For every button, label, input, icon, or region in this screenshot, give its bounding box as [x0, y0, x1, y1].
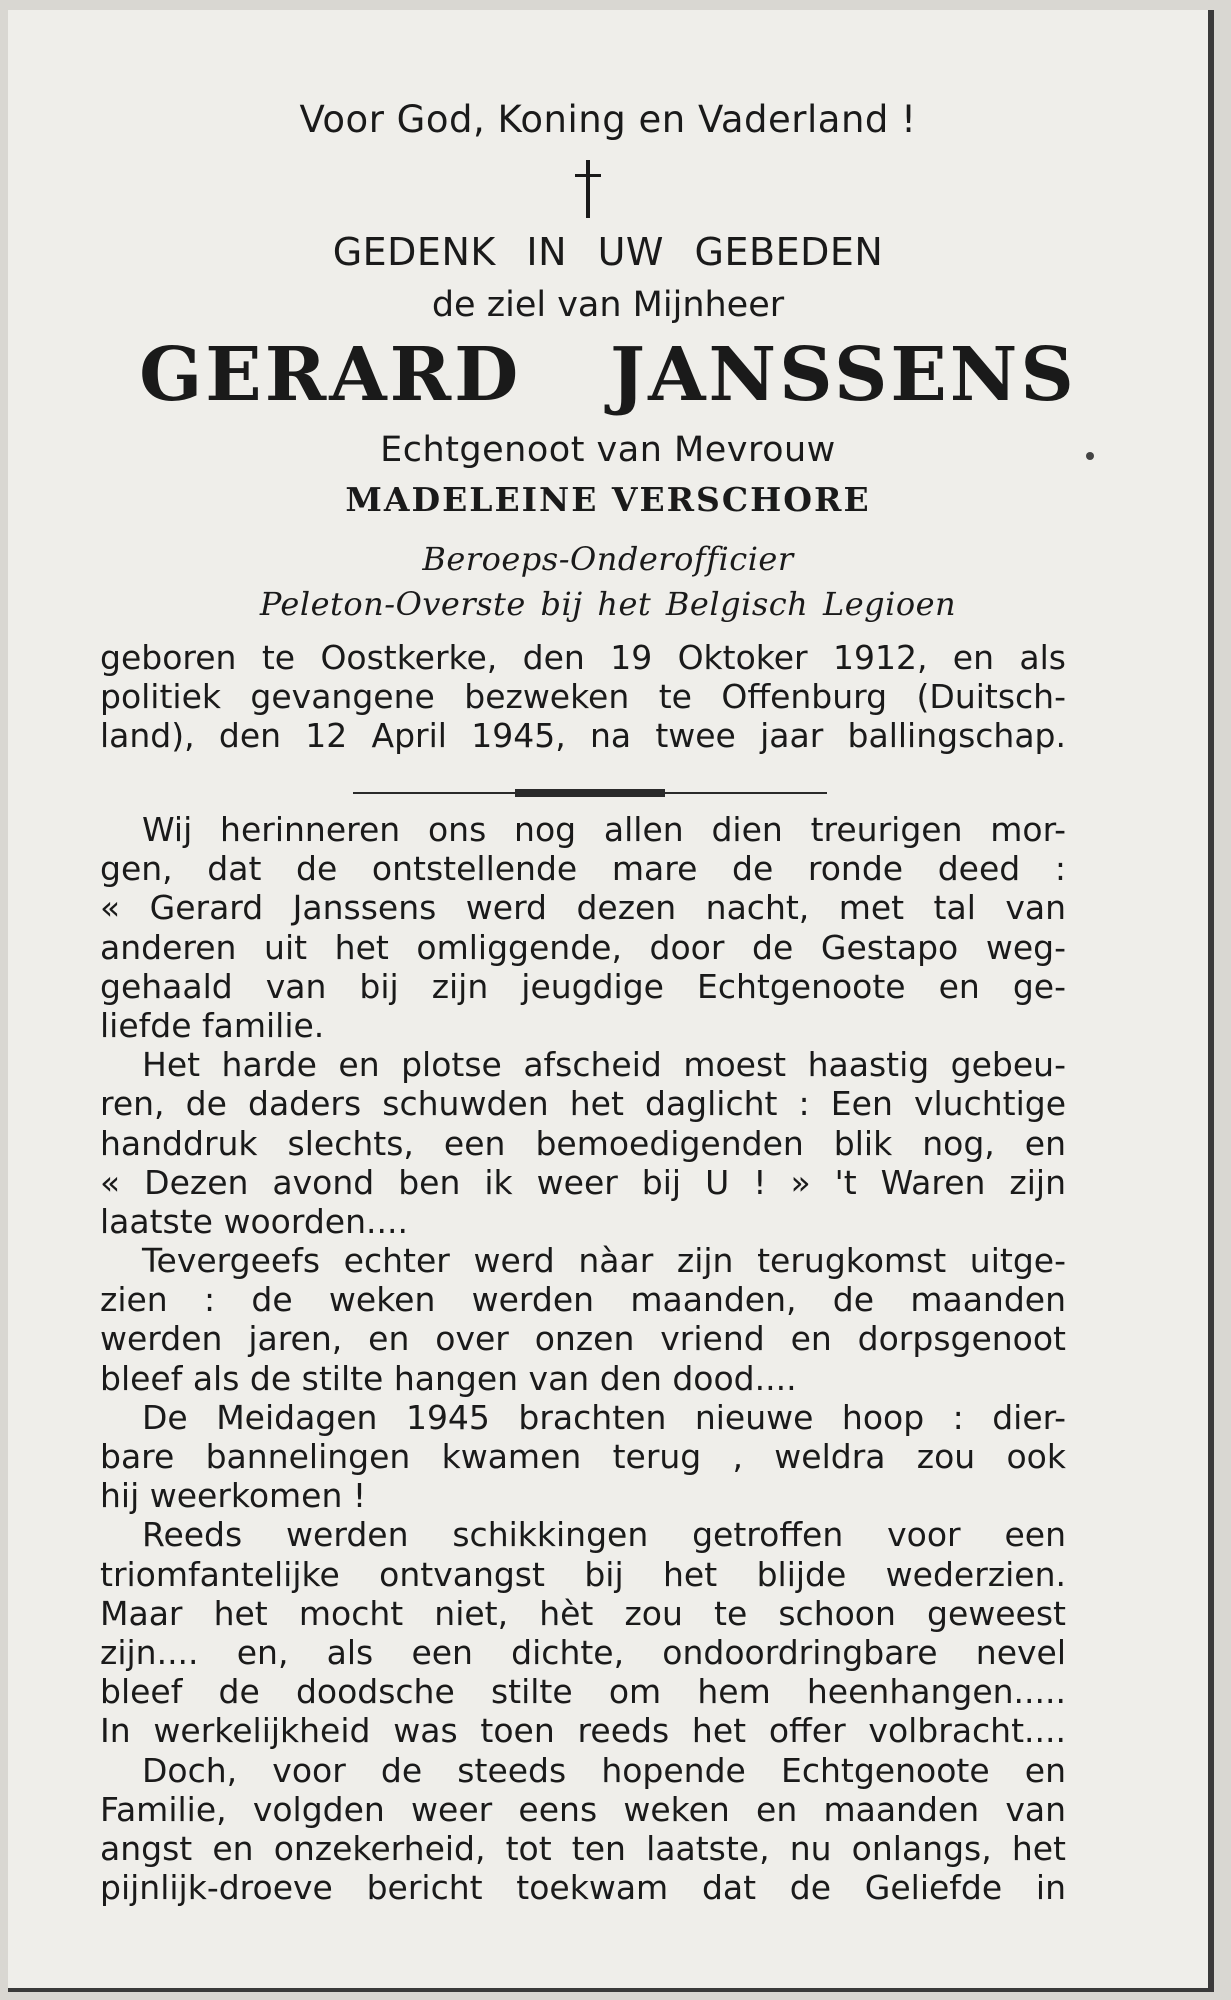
body-line: Wij herinneren ons nog allen dien treurigen mor-	[142, 810, 1066, 849]
body-line: Doch, voor de steeds hopende Echtgenoote en	[142, 1750, 1066, 1790]
body-line: zien : de weken werden maanden, de maanden	[100, 1280, 1066, 1320]
birth-paragraph	[100, 638, 1066, 755]
body-line: anderen uit het omliggende, door de Gestapo weg-	[100, 927, 1066, 967]
memorial-card	[8, 10, 1214, 1992]
cross-icon	[573, 160, 603, 220]
body-line: Tevergeefs echter werd nàar zijn terugkomst uitge-	[142, 1241, 1066, 1281]
spouse-name: MADELEINE VERSCHORE	[345, 480, 871, 519]
body-line: Reeds werden schikkingen getroffen voor een	[142, 1515, 1066, 1555]
birth-line-3: land), den 12 April 1945, na twee jaar ballingschap.	[100, 716, 1066, 755]
body-paragraphs	[100, 810, 1066, 1907]
birth-line-2: politiek gevangene bezweken te Offenburg (Duitsch-	[100, 677, 1066, 716]
body-line: bare bannelingen kwamen terug , weldra zou ook	[100, 1437, 1066, 1476]
rank-line: Beroeps-Onderofficier	[422, 540, 794, 578]
body-line: gehaald van bij zijn jeugdige Echtgenoote en ge-	[100, 966, 1066, 1006]
body-line: gen, dat de ontstellende mare de ronde deed :	[100, 849, 1066, 889]
body-line: « Gerard Janssens werd dezen nacht, met tal van	[100, 888, 1066, 928]
deceased-name: GERARD JANSSENS	[139, 332, 1077, 418]
divider-ornament	[515, 789, 665, 797]
cross-vertical-bar	[586, 160, 590, 218]
body-line: triomfantelijke ontvangst bij het blijde wederzien.	[100, 1554, 1066, 1594]
motto: Voor God, Koning en Vaderland !	[299, 98, 917, 141]
body-line: Maar het mocht niet, hèt zou te schoon geweest	[100, 1593, 1066, 1633]
body-line: liefde familie.	[100, 1005, 325, 1045]
cross-horizontal-bar	[575, 174, 601, 177]
ziel-line: de ziel van Mijnheer	[431, 285, 785, 325]
body-line: De Meidagen 1945 brachten nieuwe hoop : dier-	[142, 1397, 1066, 1437]
body-line: In werkelijkheid was toen reeds het offer volbracht....	[100, 1711, 1066, 1751]
body-line: angst en onzekerheid, tot ten laatste, nu onlangs, het	[100, 1828, 1066, 1868]
body-line: « Dezen avond ben ik weer bij U ! » 't Waren zijn	[100, 1162, 1066, 1202]
body-line: laatste woorden....	[100, 1201, 408, 1241]
birth-line-1: geboren te Oostkerke, den 19 Oktoker 1912, en als	[100, 638, 1066, 677]
body-line: zijn.... en, als een dichte, ondoordringbare nevel	[100, 1632, 1066, 1672]
body-line: handdruk slechts, een bemoedigenden blik nog, en	[100, 1123, 1066, 1163]
body-line: Het harde en plotse afscheid moest haastig gebeu-	[142, 1045, 1066, 1085]
body-line: bleef als de stilte hangen van den dood....	[100, 1358, 797, 1398]
role-line: Peleton-Overste bij het Belgisch Legioen	[259, 585, 957, 623]
ornamental-divider	[353, 792, 827, 794]
body-line: pijnlijk-droeve bericht toekwam dat de Geliefde in	[100, 1868, 1066, 1908]
body-line: werden jaren, en over onzen vriend en dorpsgenoot	[100, 1319, 1066, 1359]
spouse-intro: Echtgenoot van Mevrouw	[380, 430, 836, 470]
body-line: hij weerkomen !	[100, 1476, 367, 1516]
body-line: ren, de daders schuwden het daglicht : Een vluchtige	[100, 1084, 1066, 1124]
body-line: bleef de doodsche stilte om hem heenhangen.....	[100, 1672, 1066, 1712]
gedenk-heading: GEDENK IN UW GEBEDEN	[332, 230, 884, 274]
body-line: Familie, volgden weer eens weken en maanden van	[100, 1789, 1066, 1829]
print-speck	[1086, 452, 1094, 460]
